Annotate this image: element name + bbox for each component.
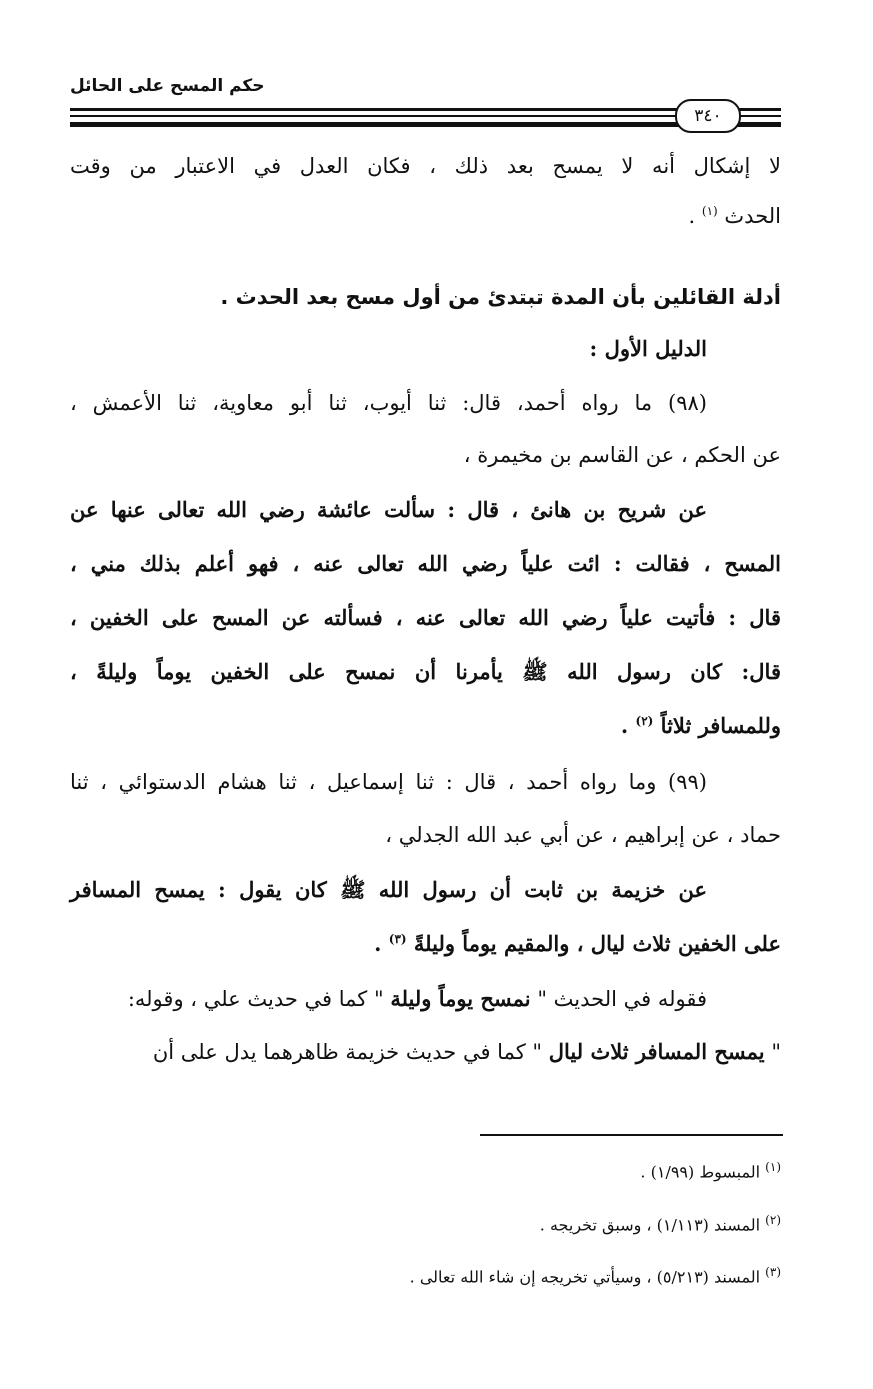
text-fragment: . xyxy=(374,931,382,956)
hadith-line xyxy=(621,713,781,738)
text-fragment: . xyxy=(688,204,696,228)
evidence-title: الدليل الأول : xyxy=(589,336,707,361)
text-fragment: . xyxy=(620,713,629,738)
text-line: حماد ، عن إبراهيم ، عن أبي عبد الله الجدلي ، xyxy=(385,823,781,847)
header-rule xyxy=(70,108,781,111)
text-line xyxy=(153,1039,781,1064)
page-number: ٣٤٠ xyxy=(675,99,741,133)
hadith-line: المسح ، فقالت : ائت علياً رضي الله تعالى عنه ، فهو أعلم بذلك مني ، xyxy=(70,551,781,576)
footnote-number: (١) xyxy=(765,1160,781,1174)
footnote-ref: (٣) xyxy=(388,932,407,946)
text-line xyxy=(689,204,781,228)
footnote xyxy=(640,1160,781,1181)
footnote-text: المبسوط (١/٩٩) . xyxy=(640,1162,761,1182)
hadith-line: عن خزيمة بن ثابت أن رسول الله ﷺ كان يقول : يمسح المسافر xyxy=(70,877,707,902)
footnote-text: المسند (١/١١٣) ، وسبق تخريجه . xyxy=(539,1215,761,1235)
section-heading: أدلة القائلين بأن المدة تبتدئ من أول مسح بعد الحدث . xyxy=(220,285,781,309)
text-line: عن الحكم ، عن القاسم بن مخيمرة ، xyxy=(463,443,781,467)
hadith-line: قال : فأتيت علياً رضي الله تعالى عنه ، فسألته عن المسح على الخفين ، xyxy=(70,605,781,630)
footnote-rule xyxy=(480,1134,783,1136)
text-line: (٩٨) ما رواه أحمد، قال: ثنا أيوب، ثنا أبو معاوية، ثنا الأعمش ، xyxy=(70,391,707,415)
text-fragment: الحدث xyxy=(724,204,781,228)
text-line xyxy=(128,986,707,1011)
text-fragment: " كما في حديث علي ، وقوله: xyxy=(127,987,384,1011)
text-line: لا إشكال أنه لا يمسح بعد ذلك ، فكان العدل في الاعتبار من وقت xyxy=(70,154,781,178)
text-fragment: على الخفين ثلاث ليال ، والمقيم يوماً وليلةً xyxy=(413,931,781,956)
text-fragment: " xyxy=(771,1040,781,1064)
text-line: (٩٩) وما رواه أحمد ، قال : ثنا إسماعيل ، ثنا هشام الدستوائي ، ثنا xyxy=(70,770,707,794)
footnote-number: (٢) xyxy=(765,1213,781,1227)
hadith-line xyxy=(374,931,781,956)
footnote-number: (٣) xyxy=(765,1265,781,1279)
header-rule xyxy=(70,122,781,127)
footnote-text: المسند (٥/٢١٣) ، وسيأتي تخريجه إن شاء الله تعالى . xyxy=(409,1267,761,1287)
text-fragment: فقوله في الحديث " xyxy=(537,987,707,1011)
text-fragment: " كما في حديث خزيمة ظاهرهما يدل على أن xyxy=(152,1040,543,1064)
footnote xyxy=(410,1265,781,1286)
footnote-ref: (١) xyxy=(701,204,718,218)
text-fragment: وللمسافر ثلاثاً xyxy=(660,713,781,738)
running-title: حكم المسح على الحائل xyxy=(70,76,265,96)
footnote-ref: (٢) xyxy=(635,714,654,728)
quoted-hadith: نمسح يوماً وليلة xyxy=(390,986,531,1011)
footnote xyxy=(540,1213,781,1234)
quoted-hadith: يمسح المسافر ثلاث ليال xyxy=(548,1039,765,1064)
hadith-line: عن شريح بن هانئ ، قال : سألت عائشة رضي الله تعالى عنها عن xyxy=(70,497,707,522)
hadith-line: قال: كان رسول الله ﷺ يأمرنا أن نمسح على الخفين يوماً وليلةً ، xyxy=(70,659,781,684)
